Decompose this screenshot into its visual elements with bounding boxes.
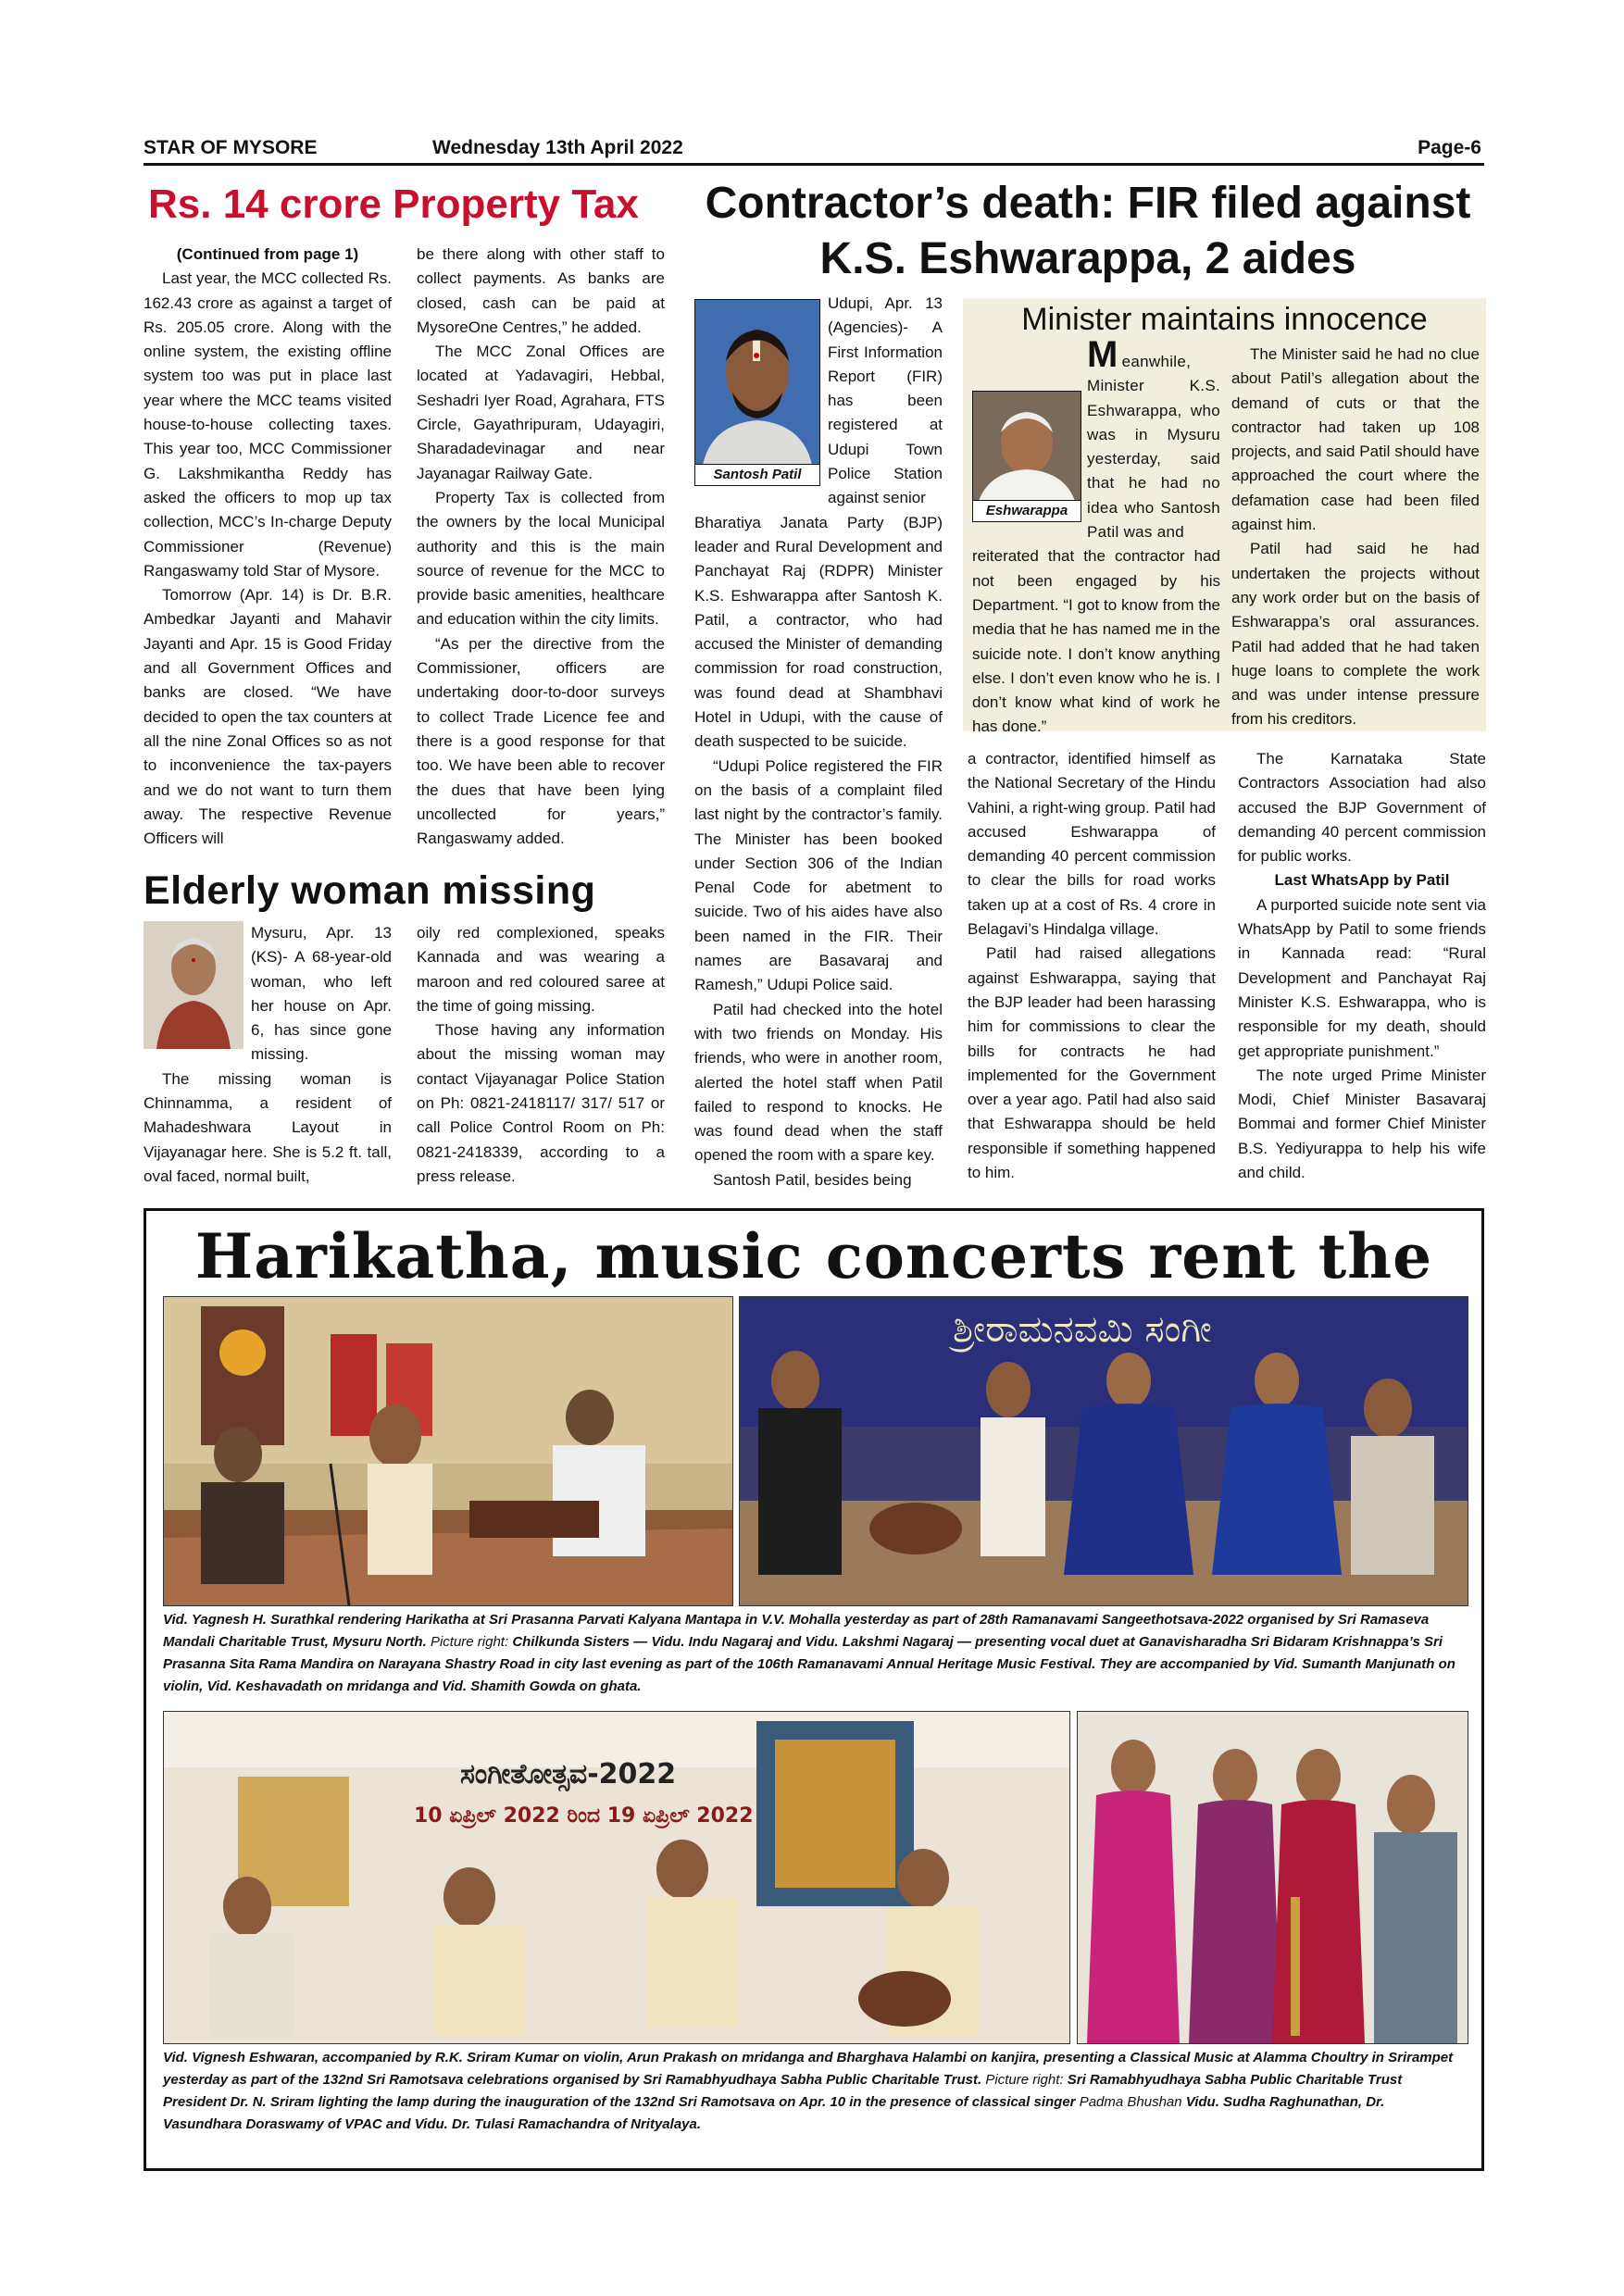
page-number: Page-6 (1418, 137, 1481, 158)
fir-paragraph: Bharatiya Janata Party (BJP) leader and Rural Development and Panchayat Raj (RDPR) Minister K.S. Eshwarappa after Santosh K. Patil, a contractor, who had accused the Minister of demanding commission for road construction, was found dead at Shambhavi Hotel in Udupi, with the cause of death suspected to be suicide. (694, 513, 943, 751)
caption-bottom-a: Vid. Vignesh Eshwaran, accompanied by R.K. Sriram Kumar on violin, Arun Prakash on mridanga and Bharghava Halambi on kanjira, presenting a Classical Music at Alamma Choultry in Srirampet yesterday as part of the 132nd Sri Ramotsava celebrations organised by Sri Ramabhyudhaya Sabha Public Charitable Trust. (163, 2050, 1454, 2088)
box-lead: eanwhile, Minister K.S. Eshwarappa, who was in Mysuru yesterday, said that he had no idea who Santosh Patil was and (1087, 353, 1220, 542)
fir-paragraph: The note urged Prime Minister Modi, Chief Minister Basavaraj Bommai and former Chief Minister B.S. Yediyurappa to help his wife and child. (1238, 1066, 1486, 1182)
tax-paragraph: Last year, the MCC collected Rs. 162.43 crore as against a target of Rs. 205.05 crore. Along with the online system, the existing offline system too was put in place last year where the MCC teams visited house-to-house collecting taxes. This year too, MCC Commissioner G. Lakshmikantha Reddy has asked the officers to mop up tax collection, MCC’s In-charge Deputy Commissioner (Revenue) Rangaswamy told Star of Mysore. (144, 269, 392, 580)
caption-bottom-pr: Picture right: (985, 2072, 1064, 2088)
caption-bottom-pb: Padma Bhushan (1079, 2094, 1182, 2110)
continued-note: (Continued from page 1) (176, 245, 359, 263)
tax-headline: Rs. 14 crore Property Tax (148, 181, 639, 227)
tax-paragraph: Tomorrow (Apr. 14) is Dr. B.R. Ambedkar Jayanti and Mahavir Jayanti and Apr. 15 is Good Friday and all Government Offices and banks are closed. “We have decided to open the tax counters at all the nine Zonal Offices so as not to inconvenience the tax-payers and we do not want to turn them away. The respective Revenue Officers will (144, 586, 392, 848)
fir-paragraph: Udupi, Apr. 13 (Agencies)- A First Information Report (FIR) has been registered at Udupi Town Police Station against senior (828, 294, 943, 507)
harikatha-headline: Harikatha, music concerts rent the (194, 1220, 1433, 1292)
tax-paragraph: be there along with other staff to collect payments. As banks are closed, cash can be paid at MysoreOne Centres,” he added. (417, 245, 665, 336)
fir-subhead: Last WhatsApp by Patil (1274, 871, 1450, 890)
fir-headline: Contractor’s death: FIR filed against K.S. Eshwarappa, 2 aides (705, 179, 1471, 283)
caption-bottom (163, 2047, 1467, 2136)
box-column-1 (972, 334, 1220, 740)
box-paragraph: Patil had said he had undertaken the projects without any work order but on the basis of Eshwarappa’s oral assurances. Patil had added that he had taken huge loans to complete the work and was under intense pressure from his creditors. (1231, 540, 1480, 729)
minister-box (963, 298, 1486, 736)
tax-column-2 (417, 243, 665, 851)
fir-column-5 (1238, 747, 1486, 1185)
tax-paragraph: The MCC Zonal Offices are located at Yadavagiri, Hebbal, Seshadri Iyer Road, Agrahara, FTS Circle, Gayathripuram, Udayagiri, Sharadadevinagar and near Jayanagar Railway Gate. (417, 343, 665, 482)
photo-tag: Santosh Patil (695, 464, 819, 485)
missing-column-1 (144, 921, 392, 1189)
fir-paragraph: “Udupi Police registered the FIR on the basis of a complaint filed last night by the contractor’s family. The Minister has been booked under Section 306 of the Indian Penal Code for abetment to suicide. Two of his aides have also been named in the FIR. Their names are Basavaraj and Ramesh,” Udupi Police said. (694, 756, 943, 994)
missing-paragraph: Mysuru, Apr. 13 (KS)- A 68-year-old woman, who left her house on Apr. 6, has since gone missing. (251, 924, 392, 1064)
missing-paragraph: The missing woman is Chinnamma, a resident of Mahadeshwara Layout in Vijayanagar here. She is 5.2 ft. tall, oval faced, normal built, (144, 1069, 392, 1185)
santosh-patil-photo (694, 299, 820, 486)
box-paragraph: reiterated that the contractor had not been engaged by his Department. “I got to know from the media that he has named me in the suicide note. I don’t know anything else. I don’t even know who he is. I don’t know what kind of work he has done.” (972, 547, 1220, 736)
lamp-lighting-photo (1077, 1711, 1468, 2044)
caption-bottom-b: Sri Ramabhyudhaya Sabha Public Charitable Trust President Dr. N. Sriram lighting the lamp during the inauguration of the 132nd Sri Ramotsava on Apr. 10 in the presence of classical singer (163, 2072, 1403, 2110)
masthead (144, 137, 1481, 161)
box-paragraph: The Minister said he had no clue about Patil’s allegation about the demand of cuts or that the contractor had taken up 108 projects, and said Patil should have approached the court where the defamation case had been filed against him. (1231, 345, 1480, 534)
fir-paragraph: a contractor, identified himself as the National Secretary of the Hindu Vahini, a right-wing group. Patil had accused Eshwarappa of demanding 40 percent commission to clear the bills for road works taken up at a cost of Rs. 4 crore in Belagavi’s Hindalga village. (968, 750, 1216, 939)
banner-text: ಶ್ರೀರಾಮನವಮಿ ಸಂಗೀ (953, 1308, 1212, 1351)
tax-paragraph: “As per the directive from the Commissioner, officers are undertaking door-to-door surveys to collect Trade Licence fee and there is a good response for that too. We have been able to recover the dues that have been lying uncollected for years,” Rangaswamy added. (417, 634, 665, 848)
fir-paragraph: Patil had checked into the hotel with two friends on Monday. His friends, who were in another room, alerted the hotel staff when Patil failed to respond to knocks. He was found dead when the staff opened the room with a spare key. (694, 1000, 943, 1165)
caption-top-a: Vid. Yagnesh H. Surathkal rendering Harikatha at Sri Prasanna Parvati Kalyana Mantapa in V.V. Mohalla yesterday as part of 28th Ramanavami Sangeethotsava-2022 organised by Sri Ramaseva Mandali Charitable Trust, Mysuru North. (163, 1612, 1430, 1650)
harikatha-photo (163, 1296, 733, 1606)
caption-top (163, 1609, 1467, 1698)
harikatha-feature (144, 1208, 1484, 2171)
fir-paragraph: Patil had raised allegations against Eshwarappa, saying that the BJP leader had been harassing him for commissions to clear the bills for contracts he had implemented for the Government over a year ago. Patil had also said that Eshwarappa should be held responsible if something happened to him. (968, 944, 1216, 1182)
fir-paragraph: A purported suicide note sent via WhatsApp by Patil to some friends in Kannada read: “Rural Development and Panchayat Raj Minister K.S. Eshwarappa, who is responsible for my death, should get appropriate punishment.” (1238, 895, 1486, 1060)
missing-column-2 (417, 921, 665, 1189)
paper-name: STAR OF MYSORE (144, 137, 318, 158)
tax-column-1 (144, 243, 392, 851)
issue-date: Wednesday 13th April 2022 (432, 137, 683, 158)
missing-paragraph: oily red complexioned, speaks Kannada and was wearing a maroon and red coloured saree at the time of going missing. (417, 924, 665, 1015)
box-title: Minister maintains innocence (1021, 302, 1428, 337)
fir-column-4 (968, 747, 1216, 1185)
chilkunda-sisters-photo (739, 1296, 1468, 1606)
caption-bottom-c: Vidu. Sudha Raghunathan, Dr. Vasundhara Doraswamy of VPAC and Vidu. Dr. Tulasi Ramachandra of Nrityalaya. (163, 2094, 1385, 2132)
caption-top-pr: Picture right: (430, 1634, 509, 1650)
fir-column-3 (694, 292, 943, 1192)
tax-paragraph: Property Tax is collected from the owners by the local Municipal authority and this is the main source of revenue for the MCC to provide basic amenities, healthcare and education within the city limits. (417, 488, 665, 629)
fir-paragraph: Santosh Patil, besides being (713, 1170, 912, 1189)
eshwarappa-photo (972, 391, 1081, 522)
vignesh-concert-photo (163, 1711, 1070, 2044)
banner-dates: 10 ಏಪ್ರಿಲ್ 2022 ರಿಂದ 19 ಏಪ್ರಿಲ್ 2022 (414, 1804, 754, 1828)
photo-tag: Eshwarappa (973, 500, 1081, 521)
caption-top-b: Chilkunda Sisters — Vidu. Indu Nagaraj and Vidu. Lakshmi Nagaraj — presenting vocal duet at Ganavisharadha Sri Bidaram Krishnappa’s Sri Prasanna Sita Rama Mandira on Narayana Shastry Road in city last evening as part of the 106th Ramanavami Annual Heritage Music Festival. They are accompanied by Vid. Sumanth Manjunath on violin, Vid. Keshavadath on mridanga and Vid. Shamith Gowda on ghata. (163, 1634, 1455, 1694)
missing-woman-photo (144, 921, 244, 1049)
box-column-2 (1231, 343, 1480, 732)
banner-title: ಸಂಗೀತೋತ್ಸವ-2022 (460, 1758, 677, 1791)
missing-paragraph: Those having any information about the missing woman may contact Vijayanagar Police Station on Ph: 0821-2418117/ 317/ 517 or call Police Control Room on Ph: 0821-2418339, according to a press release. (417, 1021, 665, 1185)
fir-paragraph: The Karnataka State Contractors Association had also accused the BJP Government of demanding 40 percent commission for public works. (1238, 750, 1486, 866)
missing-headline: Elderly woman missing (144, 868, 596, 913)
drop-cap: M (1087, 334, 1118, 375)
masthead-rule (144, 163, 1484, 166)
